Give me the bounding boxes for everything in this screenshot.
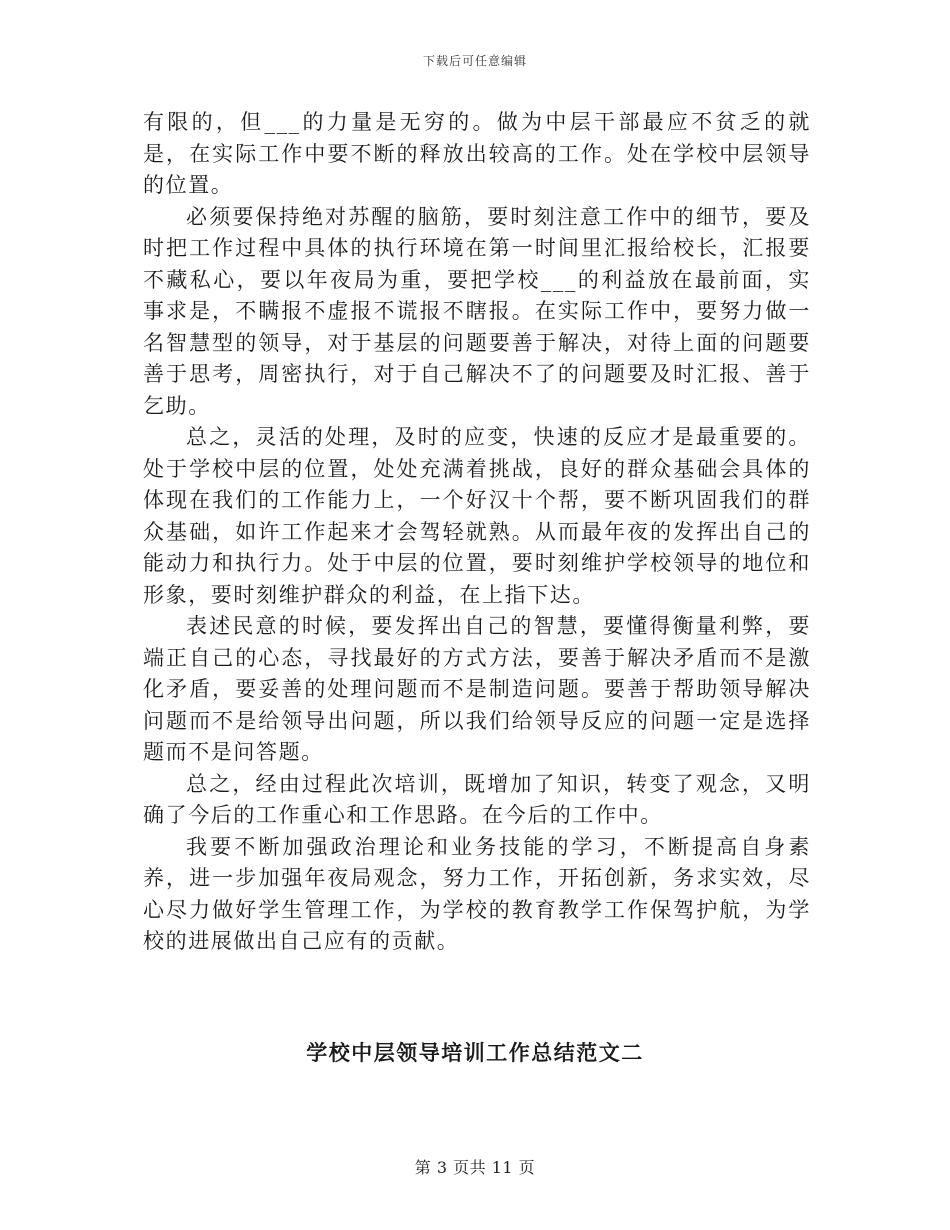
paragraph-3: 总之，灵活的处理，及时的应变，快速的反应才是最重要的。处于学校中层的位置，处处充满着挑战，良好的群众基础会具体的体现在我们的工作能力上，一个好汉十个帮，要不断巩固我们的群众基础，如许工作起来才会驾轻就熟。从而最年夜的发挥出自己的能动力和执行力。处于中层的位置，要时刻维护学校领导的地位和形象，要时刻维护群众的利益，在上指下达。 <box>143 425 811 607</box>
paragraph-4: 表述民意的时候，要发挥出自己的智慧，要懂得衡量利弊，要端正自己的心态，寻找最好的方式方法，要善于解决矛盾而不是激化矛盾，要妥善的处理问题而不是制造问题。要善于帮助领导解决问题而不是给领导出问题，所以我们给领导反应的问题一定是选择题而不是问答题。 <box>143 614 811 764</box>
document-body <box>143 107 811 958</box>
page-header: 下载后可任意编辑 <box>422 54 527 68</box>
section-title: 学校中层领导培训工作总结范文二 <box>306 1040 644 1065</box>
page-footer: 第 3 页共 11 页 <box>414 1158 536 1177</box>
paragraph-5: 总之，经由过程此次培训，既增加了知识，转变了观念，又明确了今后的工作重心和工作思路。在今后的工作中。 <box>143 771 811 827</box>
paragraph-2: 必须要保持绝对苏醒的脑筋，要时刻注意工作中的细节，要及时把工作过程中具体的执行环境在第一时间里汇报给校长，汇报要不藏私心，要以年夜局为重，要把学校___的利益放在最前面，实事求是，不瞒报不虚报不谎报不瞎报。在实际工作中，要努力做一名智慧型的领导，对于基层的问题要善于解决，对待上面的问题要善于思考，周密执行，对于自己解决不了的问题要及时汇报、善于乞助。 <box>143 204 811 418</box>
paragraph-6: 我要不断加强政治理论和业务技能的学习，不断提高自身素养，进一步加强年夜局观念，努力工作，开拓创新，务求实效，尽心尽力做好学生管理工作，为学校的教育教学工作保驾护航，为学校的进展做出自己应有的贡献。 <box>143 834 811 953</box>
paragraph-1: 有限的，但___的力量是无穷的。做为中层干部最应不贫乏的就是，在实际工作中要不断的释放出较高的工作。处在学校中层领导的位置。 <box>143 110 811 197</box>
